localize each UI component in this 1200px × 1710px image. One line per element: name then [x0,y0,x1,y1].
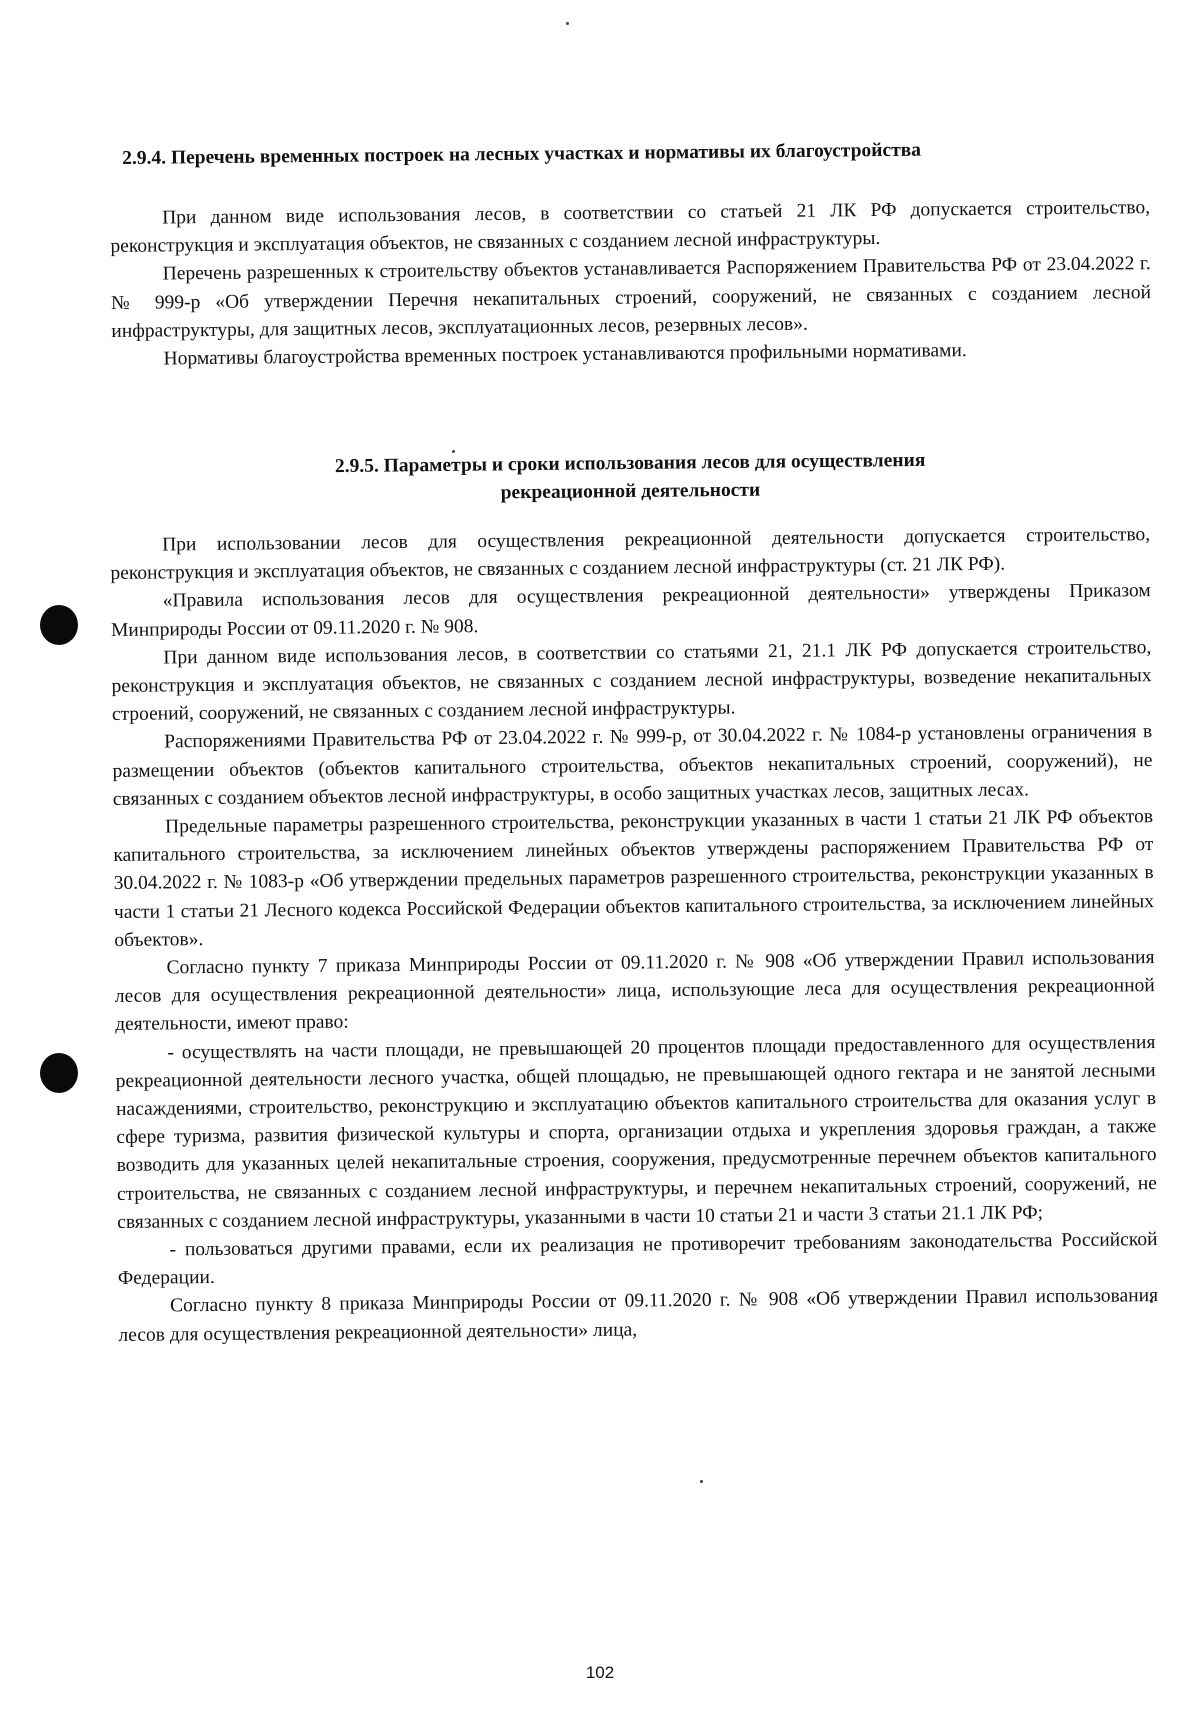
paragraph: - осуществлять на части площади, не превышающей 20 процентов площади предоставленного для осуществления рекреационной деятельности лесного участка, общей площадью, не превышающей одного гектара и не занятой лесными насаждениями, строительство, реконструкцию и эксплуатацию объектов капитального строительства для оказания услуг в сфере туризма, развития физической культуры и спорта, организации отдыха и укрепления здоровья граждан, а также возводить для указанных целей некапитальные строения, сооружения, предусмотренные перечнем объектов капитального строительства, не связанных с созданием лесной инфраструктуры, и перечнем некапитальных строений, сооружений, не связанных с созданием лесной инфраструктуры, указанными в части 10 статьи 21 и части 3 статьи 21.1 ЛК РФ; [115,1031,1157,1233]
punch-hole [40,1053,78,1093]
paragraph: Согласно пункту 8 приказа Минприроды России от 09.11.2020 г. № 908 «Об утверждении Правил использования лесов для осуществления рекреационной деятельности» лица, [118,1285,1159,1346]
paragraph: Предельные параметры разрешенного строительства, реконструкции указанных в части 1 статьи 21 ЛК РФ объектов капитального строительства, за исключением линейных объектов утверждены распоряжением Правительства РФ от 30.04.2022 г. № 1083-р «Об утверждении предельных параметров разрешенного строительства, реконструкции указанных в части 1 статьи 21 Лесного кодекса Российской Федерации объектов капитального строительства, за исключением линейных объектов». [113,806,1155,951]
paragraph: Нормативы благоустройства временных построек устанавливаются профильными нормативами. [163,340,967,370]
page-number: 102 [585,1663,615,1682]
section-heading-2-9-5: 2.9.5. Параметры и сроки использования лесов для осуществления рекреационной деятельности [334,449,926,504]
paragraph: Согласно пункту 7 приказа Минприроды России от 09.11.2020 г. № 908 «Об утверждении Правил использования лесов для осуществления рекреационной деятельности» лица, использующие леса для осуществления рекреационной деятельности, имеют право: [114,947,1155,1036]
paragraph: При данном виде использования лесов, в соответствии со статьей 21 ЛК РФ допускается строительство, реконструкция и эксплуатация объектов, не связанных с созданием лесной инфраструктуры. [110,197,1151,258]
punch-hole [40,605,78,645]
section-body-2-9-5 [110,521,1159,1350]
paragraph: Перечень разрешенных к строительству объектов устанавливается Распоряжением Правительства РФ от 23.04.2022 г. № 999-р «Об утверждении Перечня некапитальных строений, сооружений, не связанных с созданием лесной инфраструктуры, для защитных лесов, эксплуатационных лесов, резервных лесов». [110,253,1152,342]
paragraph: - пользоваться другими правами, если их реализация не противоречит требованиям законодательства Российской Федерации. [117,1229,1158,1290]
section-body-2-9-4 [110,194,1152,374]
paragraph: «Правила использования лесов для осуществления рекреационной деятельности» утверждены Приказом Минприроды России от 09.11.2020 г. № 908. [110,580,1151,641]
paragraph: При использовании лесов для осуществления рекреационной деятельности допускается строительство, реконструкция и эксплуатация объектов, не связанных с созданием лесной инфраструктуры (ст. 21 ЛК РФ). [110,524,1151,585]
section-heading-2-9-4: 2.9.4. Перечень временных построек на лесных участках и нормативы их благоустройства [122,139,922,169]
paragraph: Распоряжениями Правительства РФ от 23.04.2022 г. № 999-р, от 30.04.2022 г. № 1084-р установлены ограничения в размещении объектов (объектов капитального строительства, объектов некапитальных строений, сооружений), не связанных с созданием объектов лесной инфраструктуры, в особо защитных участках лесов, защитных лесах. [112,721,1153,810]
paragraph: При данном виде использования лесов, в соответствии со статьями 21, 21.1 ЛК РФ допускается строительство, реконструкция и эксплуатация объектов, не связанных с созданием лесной инфраструктуры, возведение некапитальных строений, сооружений, не связанных с созданием лесной инфраструктуры. [111,636,1152,726]
document-page [110,0,1159,1710]
